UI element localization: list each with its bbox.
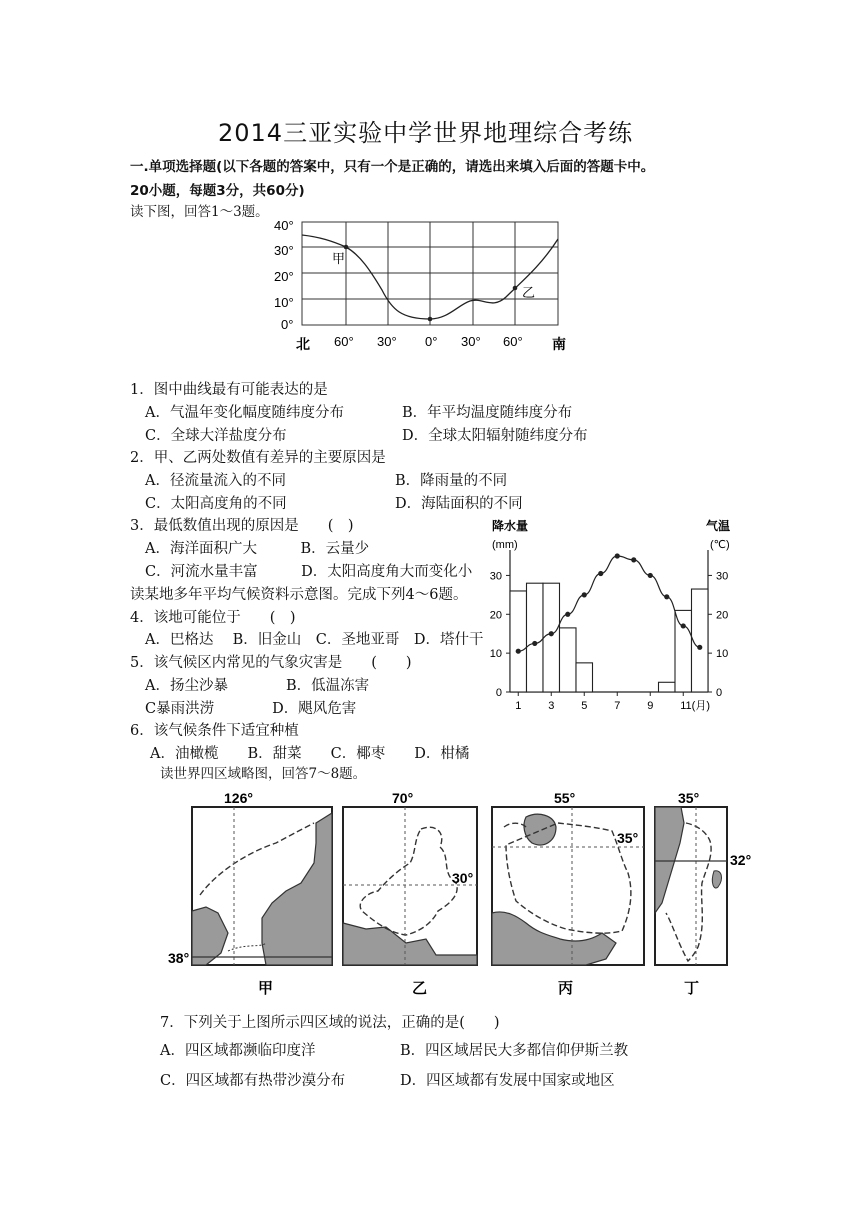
x-tick-label: 7: [614, 700, 621, 712]
point-min: [428, 317, 433, 322]
y-tick-label-right: 10: [716, 648, 729, 661]
map-bing-lon: 55°: [554, 790, 576, 806]
x-tick: 30°: [461, 334, 481, 349]
x-tick: 0°: [425, 334, 438, 349]
x-label-north: 北: [296, 336, 310, 352]
q2-option-d: D．海陆面积的不同: [395, 496, 523, 512]
y-axis-label-left: 降水量: [492, 519, 529, 533]
precipitation-bar: [692, 589, 709, 692]
q1-stem: 1．图中曲线最有可能表达的是: [130, 382, 328, 398]
x-tick: 60°: [503, 334, 523, 349]
map-yi-lat: 30°: [452, 870, 474, 886]
temperature-point: [598, 571, 603, 576]
q4-stem: 4．该地可能位于 ( ): [130, 610, 296, 626]
q7-option-d: D．四区域都有发展中国家或地区: [400, 1073, 615, 1089]
x-tick-label: 11(月): [680, 700, 710, 712]
four-regions-map: [166, 783, 766, 1003]
intro-text-1: 读下图，回答1～3题。: [130, 204, 269, 220]
y-tick-label-left: 0: [495, 687, 502, 699]
q5-options-cd: C暴雨洪涝 D．飓风危害: [145, 701, 357, 717]
map-jia-lon: 126°: [224, 790, 253, 806]
map-bing-lat: 35°: [617, 830, 639, 846]
page-title: 2014三亚实验中学世界地理综合考练: [218, 119, 634, 147]
y-axis-label-right: 气温: [706, 519, 731, 533]
x-tick-label: 5: [581, 700, 588, 712]
map-jia: [168, 790, 332, 997]
q2-option-c: C．太阳高度角的不同: [145, 496, 287, 512]
temperature-point: [582, 592, 587, 597]
map-jia-lat: 38°: [168, 950, 190, 966]
temperature-point: [648, 573, 653, 578]
section-heading-line2: 20小题，每题3分，共60分): [130, 183, 305, 199]
y-tick: 40°: [274, 218, 294, 233]
map-ding-lat: 32°: [730, 852, 752, 868]
precipitation-bar: [659, 682, 676, 692]
temperature-point: [664, 594, 669, 599]
map-ding-lon: 35°: [678, 790, 700, 806]
y-axis-unit-right: (℃): [710, 539, 730, 551]
latitude-curve-figure: [270, 215, 570, 355]
q1-option-c: C．全球大洋盐度分布: [145, 428, 287, 444]
y-tick: 10°: [274, 295, 294, 310]
label-jia: 甲: [332, 251, 346, 266]
q2-option-a: A．径流量流入的不同: [145, 473, 286, 489]
temperature-point: [681, 623, 686, 628]
x-tick-label: 1: [515, 700, 522, 712]
y-tick: 20°: [274, 269, 294, 284]
q3-options-ab: A．海洋面积广大 B．云量少: [145, 541, 370, 557]
precipitation-bar: [510, 591, 527, 692]
temperature-point: [697, 645, 702, 650]
map-jia-label: 甲: [258, 980, 274, 997]
y-tick-label-right: 20: [716, 609, 729, 622]
x-tick-label: 9: [647, 700, 654, 712]
climate-chart: [484, 518, 756, 718]
q7-option-a: A．四区域都濒临印度洋: [160, 1043, 316, 1059]
point-yi: [513, 286, 518, 291]
q5-options-ab: A．扬尘沙暴 B．低温冻害: [145, 678, 370, 694]
temperature-point: [516, 649, 521, 654]
temperature-point: [615, 553, 620, 558]
temperature-point: [532, 641, 537, 646]
y-tick-label-left: 20: [489, 609, 502, 622]
y-tick-label-left: 10: [489, 648, 502, 661]
map-bing-label: 丙: [558, 980, 574, 997]
x-tick: 60°: [334, 334, 354, 349]
map-yi-lon: 70°: [392, 790, 414, 806]
y-tick-label-left: 30: [489, 570, 502, 583]
map-ding-label: 丁: [684, 980, 700, 997]
temperature-point: [549, 631, 554, 636]
q1-option-a: A．气温年变化幅度随纬度分布: [145, 405, 344, 421]
precipitation-bar: [527, 583, 544, 692]
precipitation-bar: [560, 628, 577, 692]
map-yi-label: 乙: [412, 980, 428, 997]
q1-option-b: B．年平均温度随纬度分布: [402, 405, 573, 421]
x-tick-label: 3: [548, 700, 555, 712]
q3-options-cd: C．河流水量丰富 D．太阳高度角大而变化小: [145, 564, 473, 580]
q7-option-c: C．四区域都有热带沙漠分布: [160, 1073, 346, 1089]
y-axis-unit-left: (mm): [492, 539, 518, 551]
precipitation-bar: [675, 610, 692, 692]
point-jia: [344, 245, 349, 250]
q1-option-d: D．全球太阳辐射随纬度分布: [402, 428, 588, 444]
intro-text-2: 读某地多年平均气候资料示意图。完成下列4～6题。: [130, 587, 468, 603]
map-bing: [492, 790, 644, 997]
section-heading-line1: 一.单项选择题(以下各题的答案中，只有一个是正确的，请选出来填入后面的答题卡中。: [130, 159, 655, 175]
intro-text-3: 读世界四区域略图，回答7～8题。: [160, 766, 367, 782]
x-label-south: 南: [552, 336, 566, 352]
y-tick-label-right: 0: [716, 687, 723, 699]
label-yi: 乙: [522, 285, 536, 300]
precipitation-bar: [543, 583, 560, 692]
q3-stem: 3．最低数值出现的原因是 ( ): [130, 518, 354, 534]
precipitation-bar: [576, 663, 593, 692]
map-yi: [343, 790, 477, 997]
y-tick-label-right: 30: [716, 570, 729, 583]
q2-option-b: B．降雨量的不同: [395, 473, 508, 489]
y-tick: 30°: [274, 243, 294, 258]
temperature-point: [631, 557, 636, 562]
q6-stem: 6．该气候条件下适宜种植: [130, 723, 299, 739]
x-tick: 30°: [377, 334, 397, 349]
q7-stem: 7．下列关于上图所示四区域的说法，正确的是( ): [160, 1015, 500, 1031]
q5-stem: 5．该气候区内常见的气象灾害是 ( ): [130, 655, 412, 671]
temperature-point: [565, 612, 570, 617]
q2-stem: 2．甲、乙两处数值有差异的主要原因是: [130, 450, 386, 466]
q4-options: A．巴格达 B．旧金山 C．圣地亚哥 D．塔什干: [145, 632, 484, 648]
map-ding: [655, 790, 751, 997]
q7-option-b: B．四区域居民大多都信仰伊斯兰教: [400, 1043, 629, 1059]
y-tick: 0°: [281, 317, 294, 332]
q6-options: A．油橄榄 B．甜菜 C．椰枣 D．柑橘: [150, 746, 470, 762]
